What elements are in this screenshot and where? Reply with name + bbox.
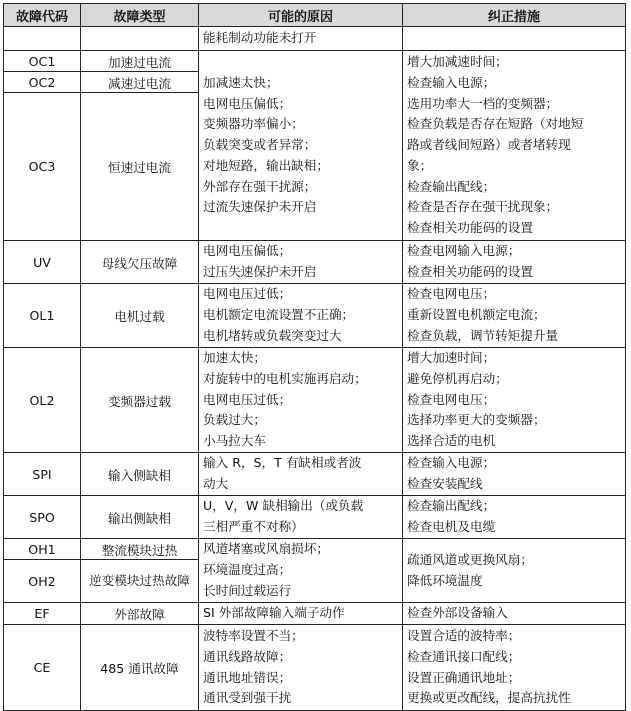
type-cell-ol1: 电机过载 bbox=[81, 284, 199, 348]
table-row-ef bbox=[4, 603, 626, 625]
action-cell-spi: 检查输入电源； 检查安装配线 bbox=[403, 453, 626, 496]
type-cell-ol2: 变频器过载 bbox=[81, 348, 199, 453]
code-cell-spi: SPI bbox=[4, 453, 81, 496]
table-row-spi bbox=[4, 453, 626, 496]
header-fault-code: 故障代码 bbox=[4, 4, 81, 27]
action-cell-empty bbox=[403, 27, 626, 51]
table-row-continuation bbox=[4, 27, 626, 51]
cause-cell-ce: 波特率设置不当； 通讯线路故障； 通讯地址错误； 通讯受到强干扰 bbox=[199, 625, 403, 711]
action-cell-ol1: 检查电网电压； 重新设置电机额定电流； 检查负载，调节转矩提升量 bbox=[403, 284, 626, 348]
code-cell-empty bbox=[4, 27, 81, 51]
code-cell-spo: SPO bbox=[4, 496, 81, 539]
code-cell-ol2: OL2 bbox=[4, 348, 81, 453]
type-cell-oh2: 逆变模块过热故障 bbox=[81, 560, 199, 603]
code-cell-ce: CE bbox=[4, 625, 81, 711]
code-cell-oc1: OC1 bbox=[4, 51, 81, 72]
header-fault-type: 故障类型 bbox=[81, 4, 199, 27]
table-row-oh1 bbox=[4, 539, 626, 560]
header-possible-cause: 可能的原因 bbox=[199, 4, 403, 27]
header-corrective-action: 纠正措施 bbox=[403, 4, 626, 27]
fault-table-container bbox=[3, 3, 625, 711]
cause-cell-ef: SI 外部故障输入端子动作 bbox=[199, 603, 403, 625]
table-row-ol1 bbox=[4, 284, 626, 348]
type-cell-spo: 输出侧缺相 bbox=[81, 496, 199, 539]
type-cell-spi: 输入侧缺相 bbox=[81, 453, 199, 496]
code-cell-uv: UV bbox=[4, 241, 81, 284]
cause-cell-spi: 输入 R，S，T 有缺相或者波 动大 bbox=[199, 453, 403, 496]
table-row-ce bbox=[4, 625, 626, 711]
action-cell-spo: 检查输出配线； 检查电机及电缆 bbox=[403, 496, 626, 539]
cause-cell: 能耗制动功能未打开 bbox=[199, 27, 403, 51]
code-cell-ef: EF bbox=[4, 603, 81, 625]
cause-cell-uv: 电网电压偏低； 过压失速保护未开启 bbox=[199, 241, 403, 284]
cause-cell-ol1: 电网电压过低； 电机额定电流设置不正确； 电机堵转或负载突变过大 bbox=[199, 284, 403, 348]
type-cell-oh1: 整流模块过热 bbox=[81, 539, 199, 560]
action-cell-oh: 疏通风道或更换风扇； 降低环境温度 bbox=[403, 539, 626, 603]
type-cell-uv: 母线欠压故障 bbox=[81, 241, 199, 284]
action-cell-ce: 设置合适的波特率； 检查通讯接口配线； 设置正确通讯地址； 更换或更改配线，提高抗扰性 bbox=[403, 625, 626, 711]
type-cell-ef: 外部故障 bbox=[81, 603, 199, 625]
code-cell-oh2: OH2 bbox=[4, 560, 81, 603]
action-cell-oc: 增大加减速时间； 检查输入电源； 选用功率大一档的变频器； 检查负载是否存在短路（对地短 路或者线间短路）或者堵转现 象； 检查输出配线； 检查是否存在强干扰现象； 检查相关功能码的设置 bbox=[403, 51, 626, 241]
type-cell-oc1: 加速过电流 bbox=[81, 51, 199, 72]
cause-cell-oh: 风道堵塞或风扇损坏； 环境温度过高； 长时间过载运行 bbox=[199, 539, 403, 603]
header-row bbox=[4, 4, 626, 27]
action-cell-ol2: 增大加速时间； 避免停机再启动； 检查电网电压； 选择功率更大的变频器； 选择合适的电机 bbox=[403, 348, 626, 453]
table-row-oc1 bbox=[4, 51, 626, 72]
code-cell-oc2: OC2 bbox=[4, 72, 81, 93]
code-cell-oc3: OC3 bbox=[4, 93, 81, 241]
action-cell-ef: 检查外部设备输入 bbox=[403, 603, 626, 625]
cause-cell-ol2: 加速太快； 对旋转中的电机实施再启动； 电网电压过低； 负载过大； 小马拉大车 bbox=[199, 348, 403, 453]
type-cell-oc3: 恒速过电流 bbox=[81, 93, 199, 241]
cause-cell-oc: 加减速太快； 电网电压偏低； 变频器功率偏小； 负载突变或者异常； 对地短路，输出缺相； 外部存在强干扰源； 过流失速保护未开启 bbox=[199, 51, 403, 241]
code-cell-oh1: OH1 bbox=[4, 539, 81, 560]
code-cell-ol1: OL1 bbox=[4, 284, 81, 348]
type-cell-ce: 485 通讯故障 bbox=[81, 625, 199, 711]
action-cell-uv: 检查电网输入电源； 检查相关功能码的设置 bbox=[403, 241, 626, 284]
table-row-spo bbox=[4, 496, 626, 539]
fault-table bbox=[3, 3, 626, 711]
table-row-uv bbox=[4, 241, 626, 284]
table-row-ol2 bbox=[4, 348, 626, 453]
cause-cell-spo: U，V，W 缺相输出（或负载 三相严重不对称） bbox=[199, 496, 403, 539]
type-cell-empty bbox=[81, 27, 199, 51]
type-cell-oc2: 减速过电流 bbox=[81, 72, 199, 93]
